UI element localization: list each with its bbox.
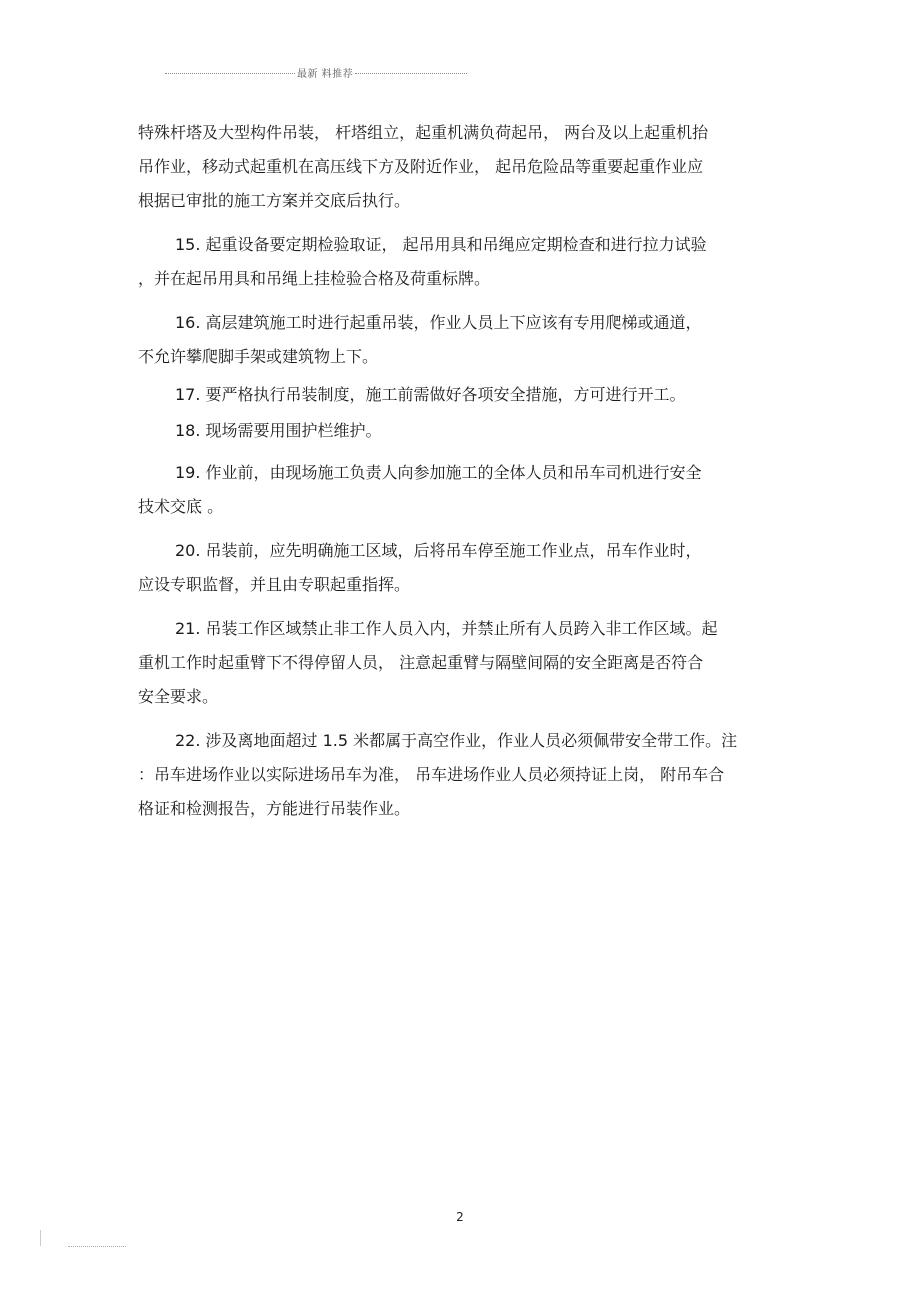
paragraph-line: 根据已审批的施工方案并交底后执行。: [138, 191, 411, 210]
paragraph-line: 22. 涉及离地面超过 1.5 米都属于高空作业，作业人员必须佩带安全带工作。注: [175, 731, 738, 750]
page-number: 2: [456, 1210, 464, 1224]
page-header: [165, 64, 467, 80]
paragraph-line: 技术交底 。: [138, 497, 224, 516]
paragraph-line: 17. 要严格执行吊装制度，施工前需做好各项安全措施，方可进行开工。: [175, 385, 686, 404]
paragraph-line: 不允许攀爬脚手架或建筑物上下。: [138, 347, 379, 366]
paragraph-line: 20. 吊装前，应先明确施工区域，后将吊车停至施工作业点，吊车作业时，: [175, 541, 702, 560]
header-dotted-rule-right: [355, 73, 467, 74]
paragraph-line: 吊作业，移动式起重机在高压线下方及附近作业， 起吊危险品等重要起重作业应: [138, 157, 704, 176]
footer-dotted-rule: [68, 1246, 126, 1247]
paragraph-line: 16. 高层建筑施工时进行起重吊装，作业人员上下应该有专用爬梯或通道，: [175, 313, 702, 332]
paragraph-line: ，并在起吊用具和吊绳上挂检验合格及荷重标牌。: [138, 269, 491, 288]
paragraph-line: 15. 起重设备要定期检验取证， 起吊用具和吊绳应定期检查和进行拉力试验: [175, 235, 707, 254]
paragraph-continuation: [138, 116, 788, 218]
paragraph-line: 重机工作时起重臂下不得停留人员， 注意起重臂与隔壁间隔的安全距离是否符合: [138, 653, 704, 672]
paragraph-line: 特殊杆塔及大型构件吊装， 杆塔组立，起重机满负荷起吊， 两台及以上起重机抬: [138, 123, 709, 142]
header-label: 最新 料推荐: [297, 68, 354, 80]
paragraph-line: 安全要求。: [138, 687, 219, 706]
paragraph-line: 18. 现场需要用围护栏维护。: [175, 421, 382, 440]
paragraph-item-15: [138, 228, 788, 296]
paragraph-line: ：吊车进场作业以实际进场吊车为准， 吊车进场作业人员必须持证上岗， 附吊车合: [138, 765, 725, 784]
footer-corner-mark: [40, 1230, 41, 1246]
paragraph-item-20: [138, 534, 788, 602]
paragraph-line: 格证和检测报告，方能进行吊装作业。: [138, 799, 411, 818]
paragraph-item-16: [138, 306, 788, 374]
paragraph-line: 19. 作业前，由现场施工负责人向参加施工的全体人员和吊车司机进行安全: [175, 463, 702, 482]
paragraph-line: 应设专职监督，并且由专职起重指挥。: [138, 575, 411, 594]
paragraph-item-18: [138, 414, 788, 448]
document-body: [138, 116, 788, 826]
paragraph-item-17: [138, 378, 788, 412]
paragraph-item-22: [138, 724, 788, 826]
paragraph-item-21: [138, 612, 788, 714]
paragraph-item-19: [138, 456, 788, 524]
paragraph-line: 21. 吊装工作区域禁止非工作人员入内，并禁止所有人员跨入非工作区域。起: [175, 619, 718, 638]
header-dotted-rule-left: [165, 73, 295, 74]
